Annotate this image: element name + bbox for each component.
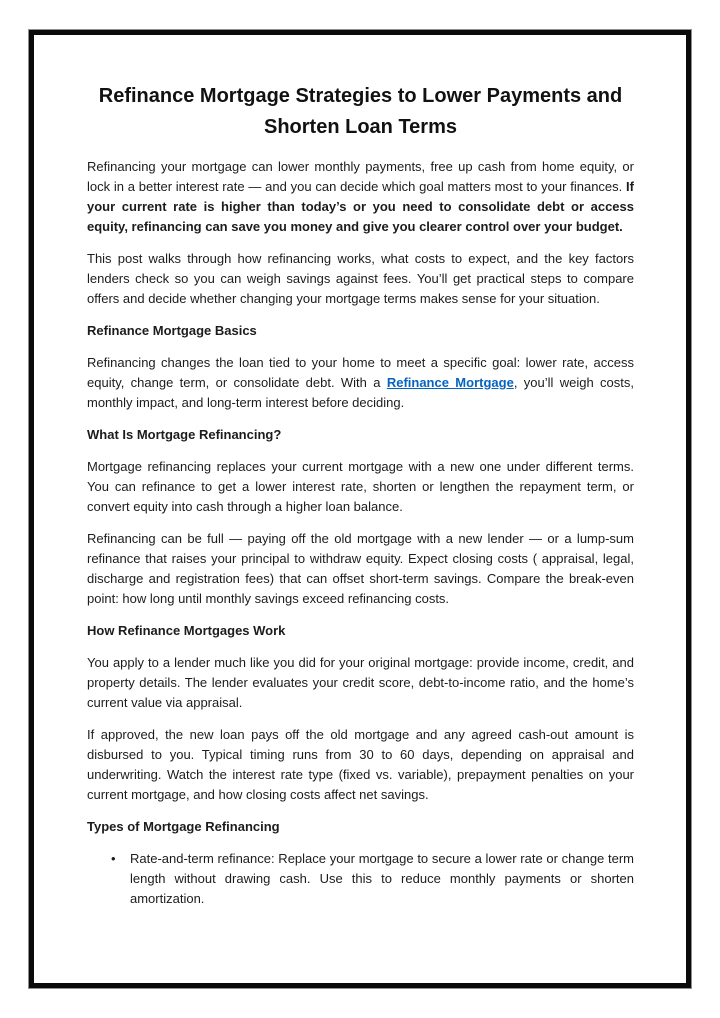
heading-how-refinance-mortgages-work: How Refinance Mortgages Work [87,623,286,638]
intro-paragraph-normal-run: Refinancing your mortgage can lower monthly payments, free up cash from home equity, or lock in a better interest rate — and you can decide which goal matters most to your finances. [87,159,634,194]
basics-after-link-run: , you’ll weigh costs, monthly impact, and long-term interest before deciding. [87,375,634,410]
how-paragraph-1: You apply to a lender much like you did for your original mortgage: provide income, credit, and property details. The lender evaluates your credit score, debt-to-income ratio, and the home’s current value via appraisal. [87,655,634,710]
what-paragraph-2: Refinancing can be full — paying off the old mortgage with a new lender — or a lump-sum refinance that raises your principal to withdraw equity. Expect closing costs ( appraisal, legal, discharge and registration fees) that can offset short-term savings. Compare the break-even point: how long until monthly savings exceed refinancing costs. [87,531,634,606]
intro-paragraph-bold-run: If your current rate is higher than today’s or you need to consolidate debt or access equity, refinancing can save you money and give you clearer control over your budget. [87,179,634,234]
basics-paragraph [87,353,634,413]
refinance-mortgage-link[interactable]: Refinance Mortgage [386,375,514,390]
list-item-text: Rate-and-term refinance: Replace your mortgage to secure a lower rate or change term length without drawing cash. Use this to reduce monthly payments or shorten amortization. [130,851,634,906]
basics-before-link-run: Refinancing changes the loan tied to your home to meet a specific goal: lower rate, access equity, change term, or consolidate debt. With a [87,355,634,390]
document-body [34,35,686,909]
page-title [87,81,634,143]
intro-paragraph [87,157,634,237]
how-paragraph-2: If approved, the new loan pays off the old mortgage and any agreed cash-out amount is disbursed to you. Typical timing runs from 30 to 60 days, depending on appraisal and underwriting. Watch the interest rate type (fixed vs. variable), prepayment penalties on your current mortgage, and how closing costs affect net savings. [87,727,634,802]
page-title-line-2: Shorten Loan Terms [264,116,457,138]
page-border-frame [29,30,691,988]
heading-refinance-mortgage-basics: Refinance Mortgage Basics [87,323,257,338]
bullet-icon: • [111,851,116,866]
refinance-types-list [87,849,634,909]
what-paragraph-1: Mortgage refinancing replaces your current mortgage with a new one under different terms. You can refinance to get a lower interest rate, shorten or lengthen the repayment term, or convert equity into cash through a higher loan balance. [87,459,634,514]
page-title-line-1: Refinance Mortgage Strategies to Lower Payments and [98,85,623,107]
heading-types-of-mortgage-refinancing: Types of Mortgage Refinancing [87,819,280,834]
overview-paragraph: This post walks through how refinancing works, what costs to expect, and the key factors lenders check so you can weigh savings against fees. You’ll get practical steps to compare offers and decide whether changing your mortgage terms makes sense for your situation. [87,251,634,306]
list-item [111,849,634,909]
heading-what-is-mortgage-refinancing: What Is Mortgage Refinancing? [87,427,282,442]
